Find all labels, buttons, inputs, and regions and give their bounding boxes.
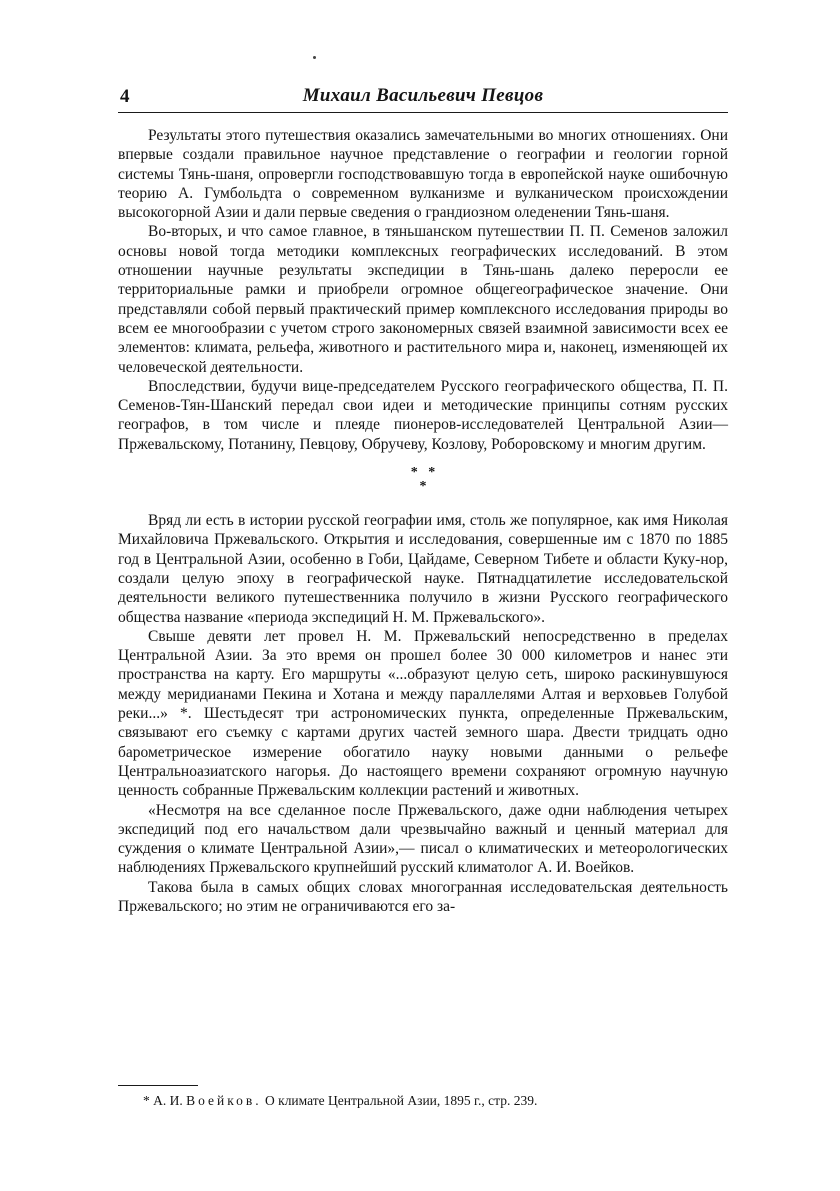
footnote-author-initials: А. И.	[153, 1093, 183, 1108]
paragraph: «Несмотря на все сделанное после Пржевальского, даже одни наблюдения четырех экспедиций под его начальством дали чрезвычайно важный и ценный материал для суждения о климате Центральной Азии»,— писал о климатических и метеорологических наблюдениях Пржевальского крупнейший русский климатолог А. И. Воейков.	[118, 801, 728, 877]
print-speck	[313, 56, 316, 59]
running-header	[118, 78, 728, 113]
page-number: 4	[120, 86, 130, 107]
paragraph: Свыше девяти лет провел Н. М. Пржевальский непосредственно в пределах Центральной Азии. За это время он прошел более 30 000 километров и нанес эти пространства на карту. Его маршруты «...образуют целую сеть, широко раскинувшуюся между меридианами Пекина и Хотана и между параллелями Алтая и верховьев Голубой реки...» *. Шестьдесят три астрономических пункта, определенные Пржевальским, связывают его съемку с картами других частей земного шара. Двести тридцать одно барометрическое измерение обогатило науку новыми данными о рельефе Центральноазиатского нагорья. До настоящего времени сохраняют огромную научную ценность собранные Пржевальским коллекции растений и животных.	[118, 627, 728, 800]
paragraph: Впоследствии, будучи вице-председателем Русского географического общества, П. П. Семенов-Тян-Шанский передал свои идеи и методические принципы сотням русских географов, в том числе и плеяде пионеров-исследователей Центральной Азии—Пржевальскому, Потанину, Певцову, Обручеву, Козлову, Роборовскому и многим другим.	[118, 377, 728, 453]
paragraph: Во-вторых, и что самое главное, в тяньшанском путешествии П. П. Семенов заложил основы новой тогда методики комплексных географических исследований. В этом отношении научные результаты экспедиции в Тянь-шань далеко переросли ее территориальные рамки и приобрели огромное общегеографическое значение. Они представляли собой первый практический пример комплексного исследования природы во всем ее многообразии с учетом строго закономерных связей взаимной зависимости всех ее элементов: климата, рельефа, животного и растительного мира и, наконец, изменяющей их человеческой деятельности.	[118, 223, 728, 376]
paragraph: Такова была в самых общих словах многогранная исследовательская деятельность Пржевальского; но этим не ограничиваются его за-	[118, 878, 728, 915]
footnote-citation: О климате Центральной Азии, 1895 г., стр. 239.	[265, 1093, 538, 1108]
running-title: Михаил Васильевич Певцов	[302, 85, 544, 106]
section-separator	[118, 466, 728, 494]
paragraph: Результаты этого путешествия оказались замечательными во многих отношениях. Они впервые создали правильное научное представление о географии и геологии горной системы Тянь-шаня, опровергли господствовавшую тогда в европейской науке ошибочную теорию А. Гумбольдта о современном вулканизме и вулканическом происхождении высокогорной Азии и дали первые сведения о грандиозном оледенении Тянь-шаня.	[118, 127, 728, 222]
paragraph: Вряд ли есть в истории русской географии имя, столь же популярное, как имя Николая Михайловича Пржевальского. Открытия и исследования, совершенные им с 1870 по 1885 год в Центральной Азии, особенно в Гоби, Цайдаме, Северном Тибете и области Куку-нор, создали целую эпоху в географической науке. Пятнадцатилетие исследовательской деятельности великого путешественника получило в жизни Русского географического общества название «периода экспедиций Н. М. Пржевальского».	[118, 512, 728, 626]
separator-top-row: * *	[410, 465, 436, 481]
body-text	[118, 126, 728, 916]
footnote	[143, 1092, 728, 1110]
footnote-rule	[118, 1085, 198, 1086]
separator-bottom-row: *	[419, 479, 427, 495]
footnote-author-surname: Воейков.	[186, 1093, 262, 1108]
footnote-marker: *	[143, 1093, 150, 1108]
